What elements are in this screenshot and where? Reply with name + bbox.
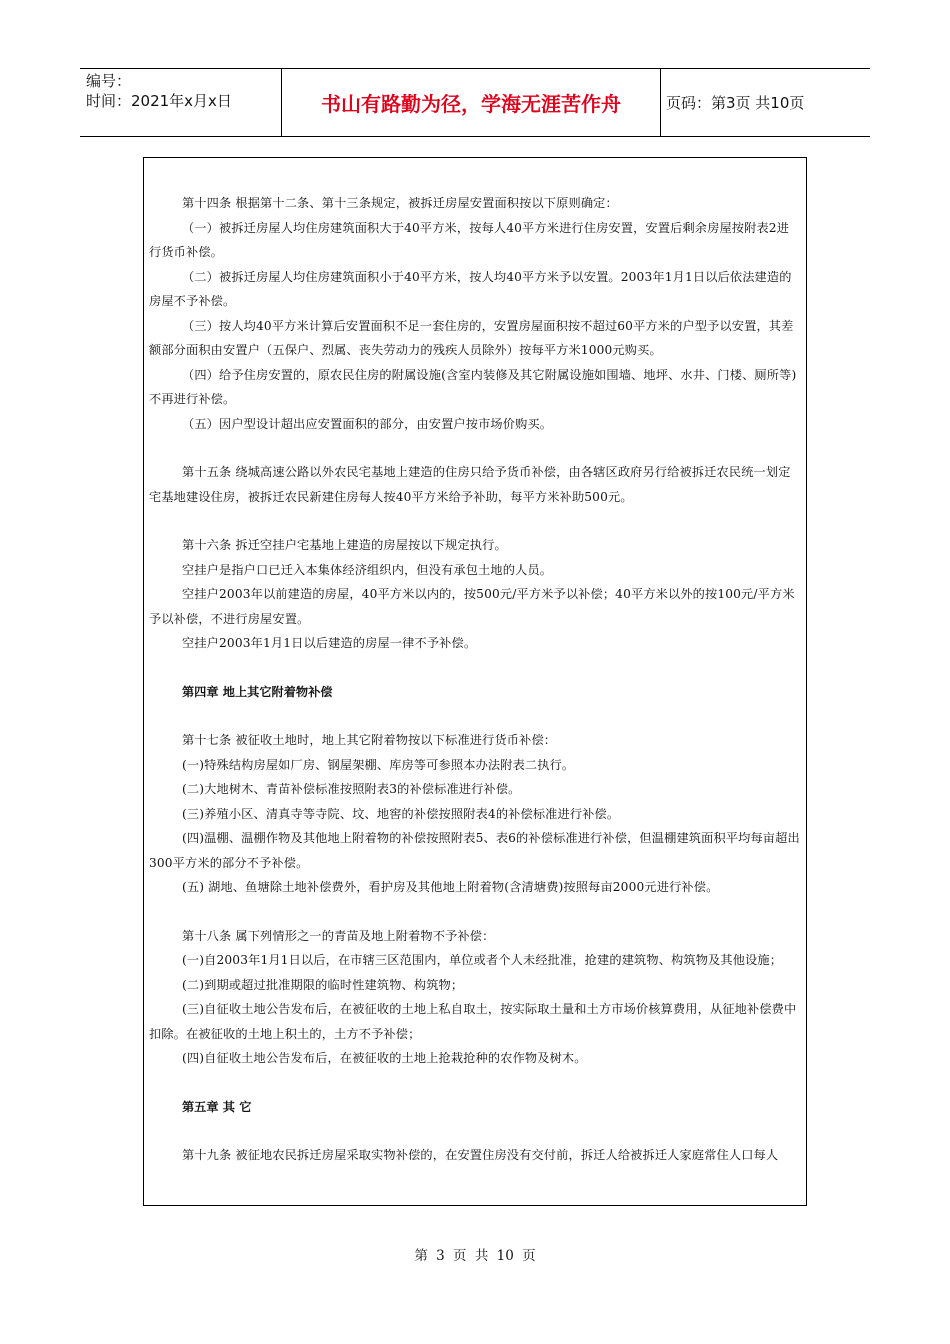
body-paragraph: 第十六条 拆迁空挂户宅基地上建造的房屋按以下规定执行。	[182, 538, 507, 552]
paragraph-spacer	[149, 900, 801, 924]
body-paragraph: (二)到期或超过批准期限的临时性建筑物、构筑物；	[182, 977, 464, 992]
document-body	[143, 157, 807, 1206]
paragraph-spacer	[149, 509, 801, 533]
body-paragraph: （三）按人均40平方米计算后安置面积不足一套住房的，安置房屋面积按不超过60平方米的户型予以安置，其差额部分面积由安置户（五保户、烈属、丧失劳动力的残疾人员除外）按每平方米1000元购买。	[149, 318, 794, 357]
body-paragraph: （五）因户型设计超出应安置面积的部分，由安置户按市场价购买。	[182, 416, 553, 431]
body-paragraph: 第十四条 根据第十二条、第十三条规定，被拆迁房屋安置面积按以下原则确定：	[182, 196, 618, 210]
paragraph-spacer	[149, 1071, 801, 1095]
body-paragraph: （一）被拆迁房屋人均住房建筑面积大于40平方米，按每人40平方米进行住房安置，安置后剩余房屋按附表2进行货币补偿。	[149, 220, 790, 259]
body-paragraph: （二）被拆迁房屋人均住房建筑面积小于40平方米，按人均40平方米予以安置。2003年1月1日以后依法建造的房屋不予补偿。	[149, 269, 792, 308]
body-paragraph: (四)温棚、温棚作物及其他地上附着物的补偿按照附表5、表6的补偿标准进行补偿，但温棚建筑面积平均每亩超出300平方米的部分不予补偿。	[149, 831, 800, 870]
page-footer: 第 3 页 共 10 页	[414, 1248, 536, 1264]
body-paragraph: (一)特殊结构房屋如厂房、钢屋架棚、库房等可参照本办法附表二执行。	[182, 757, 575, 772]
body-paragraph: 空挂户是指户口已迁入本集体经济组织内，但没有承包土地的人员。	[182, 562, 553, 577]
body-paragraph: 第十九条 被征地农民拆迁房屋采取实物补偿的，在安置住房没有交付前，拆迁人给被拆迁人家庭常住人口每人	[182, 1148, 779, 1162]
document-date-label: 时间：2021年x月x日	[86, 92, 232, 110]
body-paragraph: (五) 湖地、鱼塘除土地补偿费外，看护房及其他地上附着物(含清塘费)按照每亩2000元进行补偿。	[182, 880, 719, 894]
body-paragraph: (一)自2003年1月1日以后，在市辖三区范围内，单位或者个人未经批准，抢建的建筑物、构筑物及其他设施；	[182, 953, 783, 967]
body-paragraph: （四）给予住房安置的，原农民住房的附属设施(含室内装修及其它附属设施如围墙、地坪、水井、门楼、厕所等)不再进行补偿。	[149, 367, 797, 406]
body-paragraph: 第十五条 绕城高速公路以外农民宅基地上建造的住房只给予货币补偿，由各辖区政府另行给被拆迁农民统一划定宅基地建设住房，被拆迁农民新建住房每人按40平方米给予补助，每平方米补助500元。	[149, 465, 791, 504]
document-number-label: 编号：	[86, 72, 132, 90]
paragraph-spacer	[149, 656, 801, 680]
body-paragraph: (二)大地树木、青苗补偿标准按照附表3的补偿标准进行补偿。	[182, 782, 521, 796]
paragraph-spacer	[149, 704, 801, 728]
header-page-info: 页码：第3页 共10页	[666, 94, 805, 112]
body-paragraph: (三)自征收土地公告发布后，在被征收的土地上私自取土，按实际取土量和土方市场价核算费用，从征地补偿费中扣除。在被征收的土地上积土的，土方不予补偿；	[149, 1002, 797, 1041]
header-slogan: 书山有路勤为径，学海无涯苦作舟	[281, 69, 661, 136]
page-header	[80, 68, 870, 137]
header-meta	[86, 71, 286, 111]
paragraph-spacer	[149, 436, 801, 460]
body-paragraph: 第十七条 被征收土地时，地上其它附着物按以下标准进行货币补偿：	[182, 733, 557, 747]
chapter-heading: 第四章 地上其它附着物补偿	[182, 684, 333, 699]
paragraph-spacer	[149, 1119, 801, 1143]
chapter-heading: 第五章 其 它	[182, 1099, 252, 1114]
body-paragraph: 空挂户2003年以前建造的房屋，40平方米以内的，按500元/平方米予以补偿；40平方米以外的按100元/平方米予以补偿，不进行房屋安置。	[149, 587, 795, 626]
body-paragraph: (三)养殖小区、清真寺等寺院、坟、地窖的补偿按照附表4的补偿标准进行补偿。	[182, 806, 620, 821]
body-paragraph: 空挂户2003年1月1日以后建造的房屋一律不予补偿。	[182, 636, 477, 650]
body-paragraph: 第十八条 属下列情形之一的青苗及地上附着物不予补偿：	[182, 928, 495, 943]
body-paragraph: (四)自征收土地公告发布后，在被征收的土地上抢栽抢种的农作物及树木。	[182, 1051, 587, 1065]
